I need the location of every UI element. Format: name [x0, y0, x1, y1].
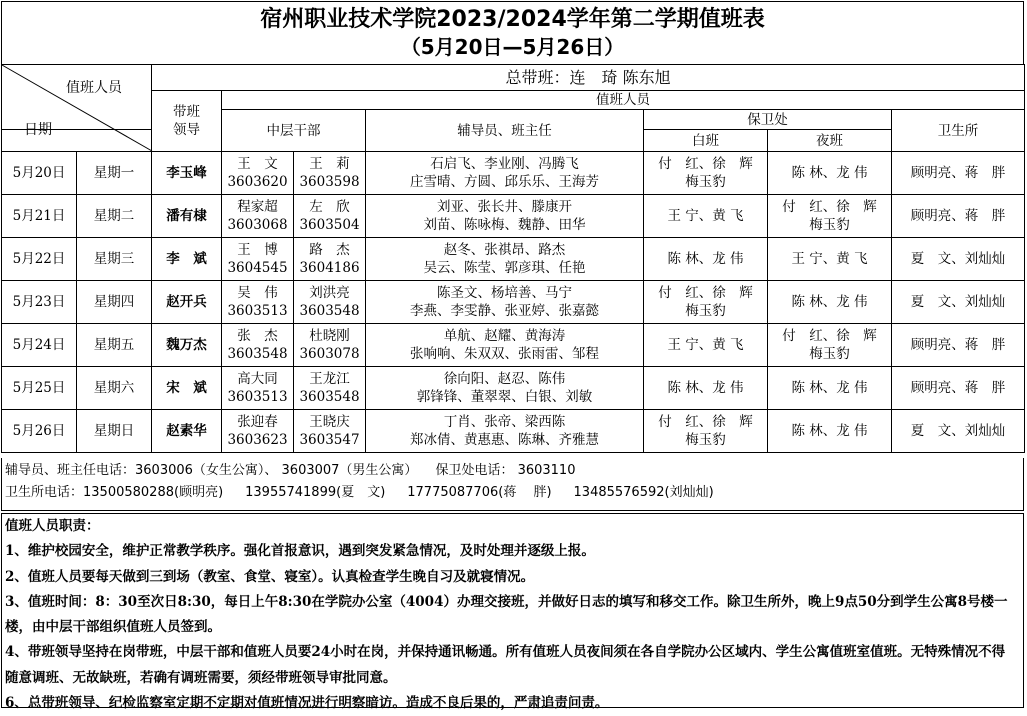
general-supervisor: 总带班：连 琦 陈东旭 — [152, 65, 1025, 91]
middle-cadre-a — [222, 238, 294, 281]
leader-cell: 赵开兵 — [152, 281, 222, 324]
counselor-line: 赵冬、张祺昂、路杰 — [443, 242, 566, 258]
date-cell: 5月22日 — [2, 238, 77, 281]
duty-item: 3、值班时间：8：30至次日8:30，每日上午8:30在学院办公室（4004）办理交接班，并做好日志的填写和移交工作。除卫生所外，晚上9点50分到学生公寓8号楼一楼，由中层干部组织值班人员签到。 — [5, 593, 1008, 636]
guard-line: 付 红、徐 辉 — [658, 156, 753, 172]
cadre-name: 王 博 — [237, 242, 278, 258]
night-shift-cell — [768, 195, 892, 238]
day-shift-header: 白班 — [644, 130, 768, 152]
counselor-line: 张响响、朱双双、张雨雷、邹程 — [410, 346, 599, 362]
cadre-name: 王晓庆 — [309, 414, 350, 430]
weekday-cell: 星期三 — [77, 238, 152, 281]
weekday-cell: 星期日 — [77, 410, 152, 453]
counselor-line: 李燕、李雯静、张亚婷、张嘉懿 — [410, 303, 599, 319]
counselor-phones: 辅导员、班主任电话：3603006（女生公寓）、 3603007（男生公寓） — [5, 463, 418, 478]
clinic-phone: 17775087706(蒋 胖) — [407, 485, 552, 500]
clinic-phone: 13500580288(顾明亮) — [83, 485, 224, 500]
middle-cadre-b — [294, 238, 366, 281]
duty-table — [1, 64, 1025, 453]
clinic-cell: 顾明亮、蒋 胖 — [892, 367, 1025, 410]
cadre-name: 高大同 — [237, 371, 278, 387]
counselor-line: 刘苗、陈咏梅、魏静、田华 — [423, 217, 586, 233]
guard-line: 梅玉豹 — [809, 346, 850, 362]
clinic-cell: 顾明亮、蒋 胖 — [892, 324, 1025, 367]
guard-line: 陈 林、龙 伟 — [791, 165, 868, 181]
cadre-phone: 3603504 — [299, 217, 360, 233]
guard-line: 王 宁、黄 飞 — [667, 337, 744, 353]
corner-label-date: 日期 — [24, 122, 52, 138]
guard-line: 梅玉豹 — [685, 303, 726, 319]
middle-cadre-a — [222, 281, 294, 324]
cadre-name: 张迎春 — [237, 414, 278, 430]
weekday-cell: 星期六 — [77, 367, 152, 410]
counselor-line: 单航、赵耀、黄海涛 — [443, 328, 566, 344]
counselor-line: 郑冰倩、黄惠惠、陈琳、齐雅慧 — [410, 432, 599, 448]
duty-responsibilities — [1, 513, 1024, 712]
counselor-line: 徐向阳、赵忍、陈伟 — [443, 371, 566, 387]
cadre-phone: 3603548 — [227, 346, 288, 362]
guard-line: 陈 林、龙 伟 — [667, 251, 744, 267]
duty-item: 1、维护校园安全，维护正常教学秩序。强化首报意识，遇到突发紧急情况，及时处理并逐级上报。 — [5, 543, 595, 560]
leader-cell: 潘有棣 — [152, 195, 222, 238]
date-cell: 5月26日 — [2, 410, 77, 453]
guard-line: 梅玉豹 — [685, 432, 726, 448]
cadre-name: 程家超 — [237, 199, 278, 215]
cadre-name: 吴 伟 — [237, 285, 278, 301]
duty-rows — [2, 152, 1025, 453]
table-row — [2, 195, 1025, 238]
cadre-phone: 3603513 — [227, 389, 288, 405]
night-shift-cell — [768, 238, 892, 281]
counselor-line: 刘亚、张长井、滕康开 — [437, 199, 572, 215]
weekday-cell: 星期一 — [77, 152, 152, 195]
leader-header — [152, 91, 222, 152]
night-shift-cell — [768, 281, 892, 324]
clinic-cell: 夏 文、刘灿灿 — [892, 238, 1025, 281]
phone-list — [1, 458, 1024, 511]
clinic-phone-label: 卫生所电话： — [5, 485, 84, 500]
table-row — [2, 367, 1025, 410]
night-shift-cell — [768, 324, 892, 367]
night-shift-cell — [768, 152, 892, 195]
middle-cadre-b — [294, 367, 366, 410]
table-row — [2, 410, 1025, 453]
guard-line: 付 红、徐 辉 — [782, 199, 877, 215]
table-row — [2, 324, 1025, 367]
page-title: 宿州职业技术学院2023/2024学年第二学期值班表 — [260, 7, 765, 32]
clinic-cell: 顾明亮、蒋 胖 — [892, 152, 1025, 195]
counselor-line: 郭锋锋、董翠翠、白银、刘敏 — [416, 389, 593, 405]
middle-cadre-a — [222, 410, 294, 453]
counselor-line: 庄雪晴、方圆、邱乐乐、王海芳 — [410, 174, 599, 190]
cadre-name: 杜晓刚 — [309, 328, 350, 344]
duties-heading: 值班人员职责： — [5, 518, 100, 534]
counselor-line: 吴云、陈莹、郭彦琪、任艳 — [423, 260, 586, 276]
guard-line: 陈 林、龙 伟 — [791, 294, 868, 310]
clinic-header: 卫生所 — [892, 110, 1025, 152]
duty-item: 4、带班领导坚持在岗带班，中层干部和值班人员要24小时在岗，并保持通讯畅通。所有值班人员夜间须在各自学院办公区域内、学生公寓值班室值班。无特殊情况不得随意调班、无故缺班，若确有调班需要，须经带班领导审批同意。 — [5, 644, 1006, 686]
cadre-phone: 3603623 — [227, 432, 288, 448]
clinic-phone: 13485576592(刘灿灿) — [573, 485, 714, 500]
cadre-phone: 3603598 — [299, 174, 360, 190]
night-shift-cell — [768, 367, 892, 410]
guard-line: 梅玉豹 — [685, 174, 726, 190]
guard-line: 王 宁、黄 飞 — [791, 251, 868, 267]
day-shift-cell — [644, 238, 768, 281]
clinic-cell: 夏 文、刘灿灿 — [892, 281, 1025, 324]
cadre-name: 刘洪亮 — [309, 285, 350, 301]
counselor-cell — [366, 152, 644, 195]
counselor-cell — [366, 195, 644, 238]
counselor-line: 丁肖、张帝、梁西陈 — [443, 414, 566, 430]
leader-header-line1: 带班 — [173, 104, 200, 120]
clinic-cell: 顾明亮、蒋 胖 — [892, 195, 1025, 238]
date-cell: 5月23日 — [2, 281, 77, 324]
weekday-cell: 星期四 — [77, 281, 152, 324]
night-shift-header: 夜班 — [768, 130, 892, 152]
table-row — [2, 152, 1025, 195]
guard-line: 陈 林、龙 伟 — [791, 423, 868, 439]
title-block — [1, 1, 1024, 65]
cadre-name: 张 杰 — [237, 328, 278, 344]
cadre-phone: 3603548 — [299, 389, 360, 405]
corner-header — [2, 65, 152, 138]
cadre-phone: 3603513 — [227, 303, 288, 319]
cadre-name: 王 莉 — [309, 156, 350, 172]
phone-line-2 — [5, 482, 1023, 504]
duty-item: 2、值班人员要每天做到三到场（教室、食堂、寝室）。认真检查学生晚自习及就寝情况。 — [5, 568, 535, 585]
night-shift-cell — [768, 410, 892, 453]
date-cell: 5月24日 — [2, 324, 77, 367]
table-row — [2, 281, 1025, 324]
day-shift-cell — [644, 152, 768, 195]
cadre-name: 王 文 — [237, 156, 278, 172]
middle-cadre-a — [222, 367, 294, 410]
guard-line: 王 宁、黄 飞 — [667, 208, 744, 224]
leader-header-line2: 领导 — [173, 122, 200, 138]
middle-cadre-b — [294, 410, 366, 453]
counselor-cell — [366, 410, 644, 453]
counselor-header: 辅导员、班主任 — [366, 110, 644, 152]
phone-line-1 — [5, 460, 1023, 482]
counselor-line: 石启飞、李业刚、冯腾飞 — [430, 156, 579, 172]
middle-cadre-a — [222, 195, 294, 238]
date-cell: 5月25日 — [2, 367, 77, 410]
cadre-name: 王龙江 — [309, 371, 350, 387]
clinic-cell: 夏 文、刘灿灿 — [892, 410, 1025, 453]
middle-cadre-b — [294, 281, 366, 324]
day-shift-cell — [644, 410, 768, 453]
leader-cell: 魏万杰 — [152, 324, 222, 367]
cadre-name: 路 杰 — [309, 242, 350, 258]
middle-cadre-header: 中层干部 — [222, 110, 366, 152]
counselor-line: 陈圣文、杨培善、马宁 — [437, 285, 572, 301]
day-shift-cell — [644, 281, 768, 324]
security-phone: 保卫处电话： 3603110 — [435, 463, 576, 478]
counselor-cell — [366, 238, 644, 281]
duty-item: 6、总带班领导、纪检监察室定期不定期对值班情况进行明察暗访。造成不良后果的，严肃追责问责。 — [5, 695, 609, 712]
leader-cell: 赵素华 — [152, 410, 222, 453]
security-header: 保卫处 — [644, 110, 892, 130]
guard-line: 付 红、徐 辉 — [658, 414, 753, 430]
cadre-phone: 3603547 — [299, 432, 360, 448]
clinic-phone: 13955741899(夏 文) — [245, 485, 386, 500]
page-subtitle: （5月20日—5月26日） — [400, 35, 625, 59]
staff-header: 值班人员 — [222, 91, 1025, 110]
guard-line: 付 红、徐 辉 — [658, 285, 753, 301]
counselor-cell — [366, 367, 644, 410]
cadre-phone: 3603068 — [227, 217, 288, 233]
guard-line: 梅玉豹 — [809, 217, 850, 233]
table-row — [2, 238, 1025, 281]
weekday-cell: 星期五 — [77, 324, 152, 367]
corner-label-staff: 值班人员 — [66, 80, 122, 96]
leader-cell: 李 斌 — [152, 238, 222, 281]
cadre-phone: 3604545 — [227, 260, 288, 276]
leader-cell: 宋 斌 — [152, 367, 222, 410]
middle-cadre-b — [294, 324, 366, 367]
day-shift-cell — [644, 367, 768, 410]
weekday-cell: 星期二 — [77, 195, 152, 238]
middle-cadre-b — [294, 195, 366, 238]
guard-line: 陈 林、龙 伟 — [791, 380, 868, 396]
guard-line: 付 红、徐 辉 — [782, 328, 877, 344]
counselor-cell — [366, 281, 644, 324]
day-shift-cell — [644, 195, 768, 238]
date-cell: 5月21日 — [2, 195, 77, 238]
duty-sheet — [1, 1, 1024, 712]
cadre-phone: 3603078 — [299, 346, 360, 362]
guard-line: 陈 林、龙 伟 — [667, 380, 744, 396]
date-cell: 5月20日 — [2, 152, 77, 195]
middle-cadre-a — [222, 152, 294, 195]
cadre-phone: 3604186 — [299, 260, 360, 276]
cadre-name: 左 欣 — [309, 199, 350, 215]
cadre-phone: 3603548 — [299, 303, 360, 319]
counselor-cell — [366, 324, 644, 367]
middle-cadre-a — [222, 324, 294, 367]
day-shift-cell — [644, 324, 768, 367]
leader-cell: 李玉峰 — [152, 152, 222, 195]
middle-cadre-b — [294, 152, 366, 195]
cadre-phone: 3603620 — [227, 174, 288, 190]
